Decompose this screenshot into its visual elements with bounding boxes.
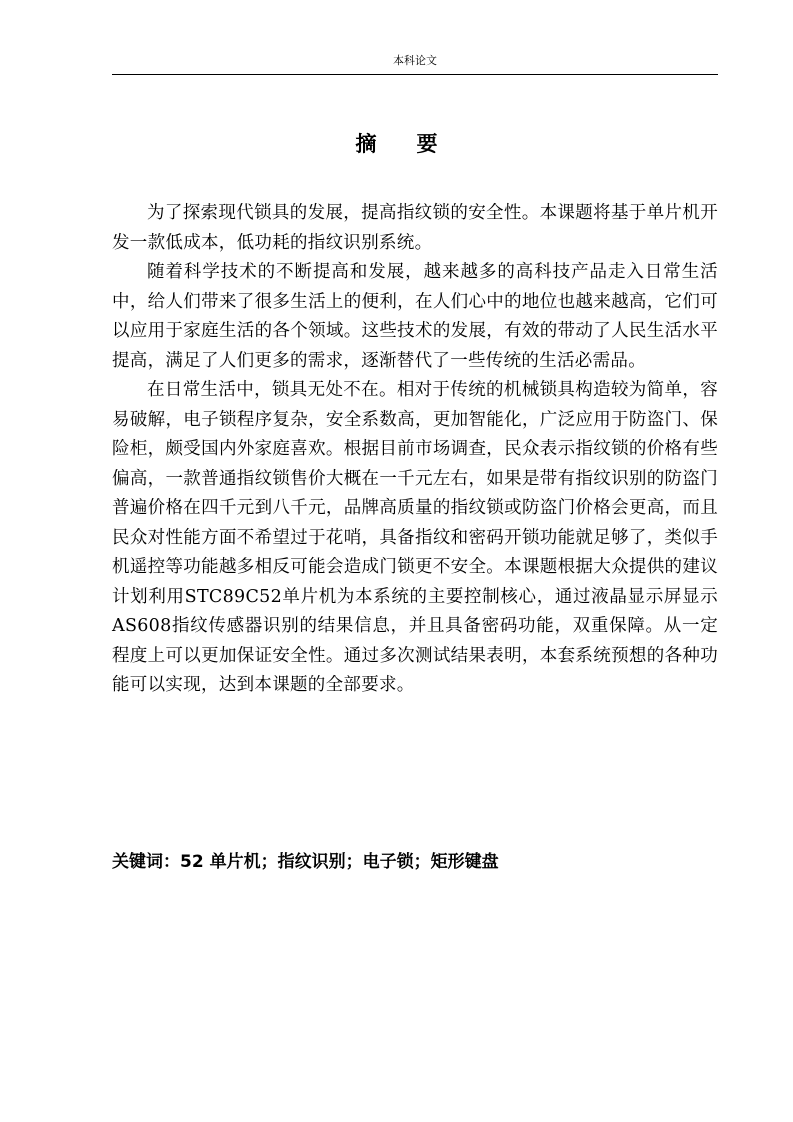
page-header [112,54,718,75]
keywords-label: 关键词： [112,852,180,872]
keywords-line [112,850,718,874]
abstract-paragraph-2: 随着科学技术的不断提高和发展，越来越多的高科技产品走入日常生活中，给人们带来了很多生活上的便利，在人们心中的地位也越来越高，它们可以应用于家庭生活的各个领域。这些技术的发展，有效的带动了人民生活水平提高，满足了人们更多的需求，逐渐替代了一些传统的生活必需品。 [112,262,718,371]
keywords-text: 52 单片机；指纹识别；电子锁；矩形键盘 [180,852,499,872]
abstract-paragraph-3: 在日常生活中，锁具无处不在。相对于传统的机械锁具构造较为简单，容易破解，电子锁程序复杂，安全系数高，更加智能化，广泛应用于防盗门、保险柜，颇受国内外家庭喜欢。根据目前市场调查，民众表示指纹锁的价格有些偏高，一款普通指纹锁售价大概在一千元左右，如果是带有指纹识别的防盗门普遍价格在四千元到八千元，品牌高质量的指纹锁或防盗门价格会更高，而且民众对性能方面不希望过于花哨，具备指纹和密码开锁功能就足够了，类似手机遥控等功能越多相反可能会造成门锁更不安全。本课题根据大众提供的建议计划利用STC89C52单片机为本系统的主要控制核心，通过液晶显示屏显示AS608指纹传感器识别的结果信息，并且具备密码功能，双重保障。从一定程度上可以更加保证安全性。通过多次测试结果表明，本套系统预想的各种功能可以实现，达到本课题的全部要求。 [112,380,718,695]
page-title: 摘要 [355,131,478,156]
abstract-body [112,199,718,701]
abstract-paragraph-1: 为了探索现代锁具的发展，提高指纹锁的安全性。本课题将基于单片机开发一款低成本，低功耗的指纹识别系统。 [112,203,718,253]
header-text: 本科论文 [393,54,437,67]
